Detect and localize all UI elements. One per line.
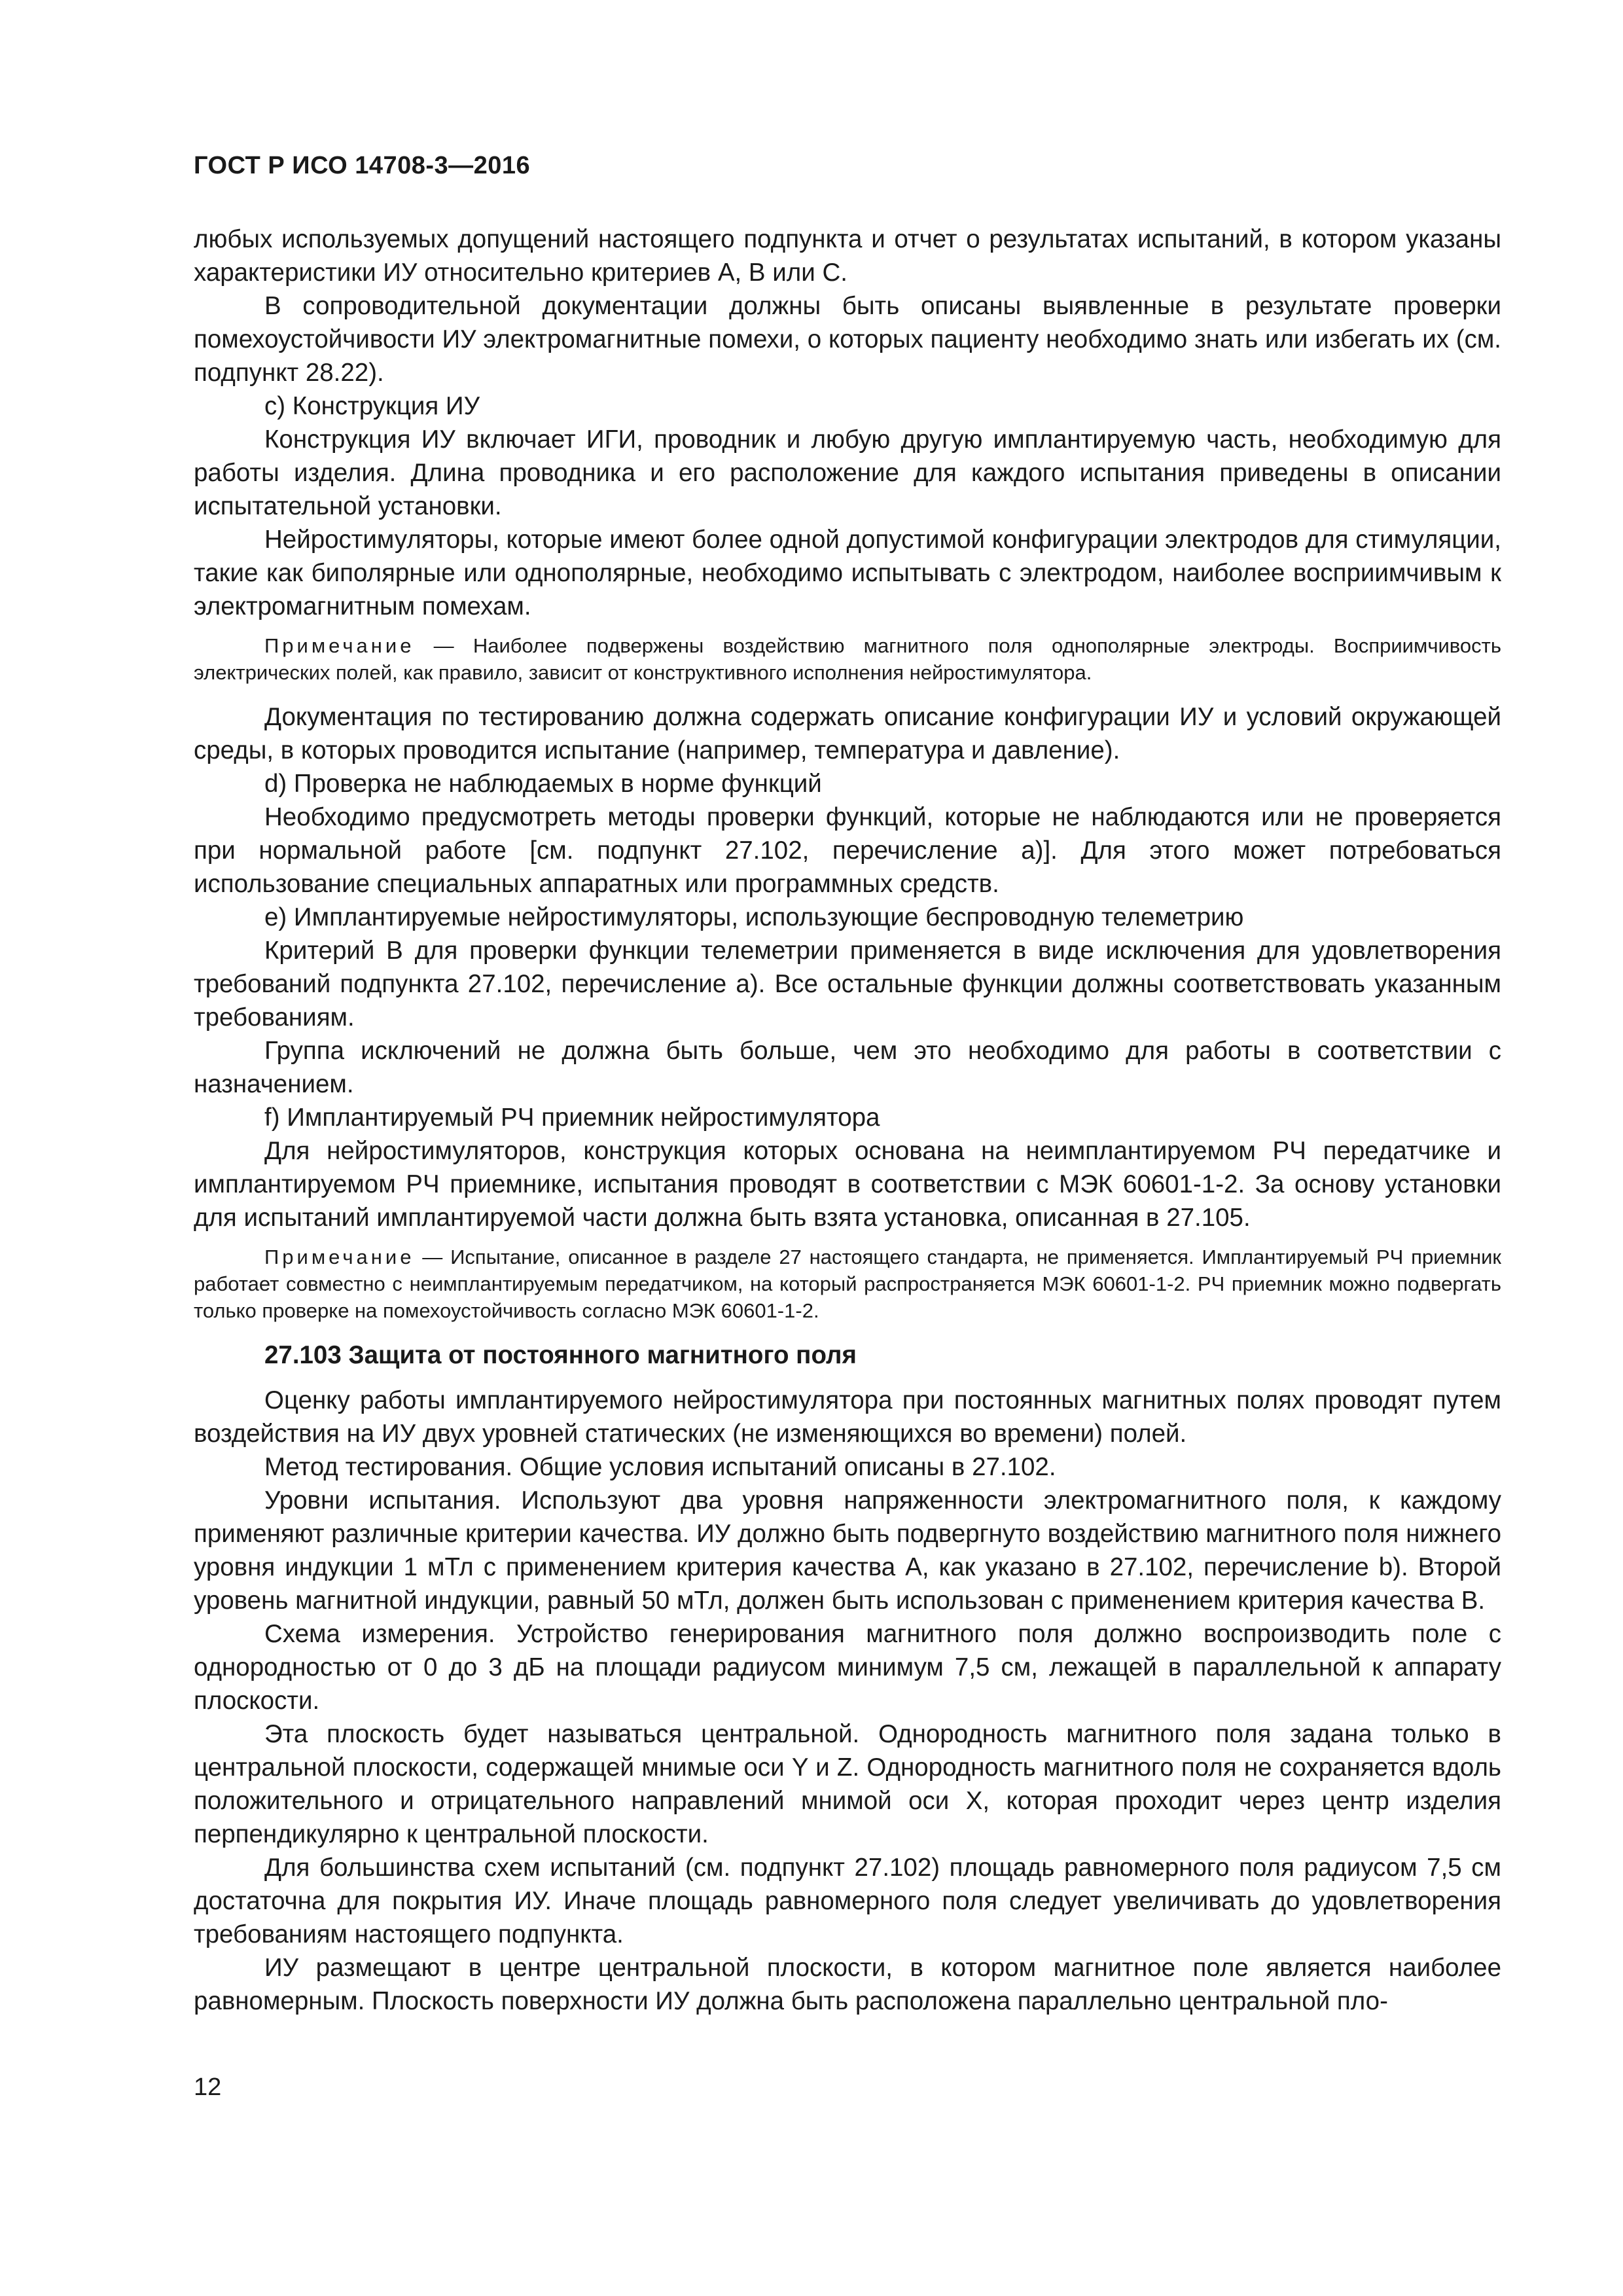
page-number: 12	[194, 2073, 222, 2101]
paragraph: Необходимо предусмотреть методы проверки функций, которые не наблюдаются или не проверяется при нормальной работе [см. подпункт 27.102, перечисление a)]. Для этого может потребоваться использование специальных аппаратных или программных средств.	[194, 803, 1501, 898]
paragraph: Эта плоскость будет называться центральной. Однородность магнитного поля задана только в центральной плоскости, содержащей мнимые оси Y и Z. Однородность магнитного поля не сохраняется вдоль положительного и отрицательного направлений мнимой оси X, которая проходит через центр изделия перпендикулярно к центральной плоскости.	[194, 1720, 1501, 1848]
list-item-f: f) Имплантируемый РЧ приемник нейростимулятора	[264, 1103, 880, 1132]
list-item-d: d) Проверка не наблюдаемых в норме функций	[264, 770, 822, 798]
paragraph: Конструкция ИУ включает ИГИ, проводник и любую другую имплантируемую часть, необходимую для работы изделия. Длина проводника и его расположение для каждого испытания приведены в описании испытательной установки.	[194, 425, 1501, 520]
paragraph: Схема измерения. Устройство генерирования магнитного поля должно воспроизводить поле с однородностью от 0 до 3 дБ на площади радиусом минимум 7,5 см, лежащей в параллельной к аппарату плоскости.	[194, 1620, 1501, 1715]
document-header: ГОСТ Р ИСО 14708-3—2016	[194, 152, 531, 179]
list-item-c: c) Конструкция ИУ	[264, 392, 480, 420]
note	[194, 632, 1501, 686]
note-text: — Испытание, описанное в разделе 27 настоящего стандарта, не применяется. Имплантируемый РЧ приемник работает совместно с неимплантируемым передатчиком, на который распространяется МЭК 60601-1-2. РЧ приемник можно подвергать только проверке на помехоустойчивость согласно МЭК 60601-1-2.	[194, 1246, 1501, 1322]
document-body	[194, 223, 1501, 2018]
note-label: Примечание	[264, 1246, 415, 1268]
paragraph: В сопроводительной документации должны быть описаны выявленные в результате проверки помехоустойчивости ИУ электромагнитные помехи, о которых пациенту необходимо знать или избегать их (см. подпункт 28.22).	[194, 292, 1501, 387]
paragraph: Критерий B для проверки функции телеметрии применяется в виде исключения для удовлетворения требований подпункта 27.102, перечисление a). Все остальные функции должны соответствовать указанным требованиям.	[194, 937, 1501, 1031]
note-text: — Наиболее подвержены воздействию магнитного поля однополярные электроды. Восприимчивость электрических полей, как правило, зависит от конструктивного исполнения нейростимулятора.	[194, 634, 1501, 684]
paragraph: Уровни испытания. Используют два уровня напряженности электромагнитного поля, к каждому применяют различные критерии качества. ИУ должно быть подвергнуто воздействию магнитного поля нижнего уровня индукции 1 мТл с применением критерия качества A, как указано в 27.102, перечисление b). Второй уровень магнитной индукции, равный 50 мТл, должен быть использован с применением критерия качества B.	[194, 1486, 1501, 1615]
section-heading: 27.103 Защита от постоянного магнитного поля	[264, 1341, 857, 1369]
paragraph: любых используемых допущений настоящего подпункта и отчет о результатах испытаний, в котором указаны характеристики ИУ относительно критериев A, B или C.	[194, 225, 1501, 287]
paragraph: Оценку работы имплантируемого нейростимулятора при постоянных магнитных полях проводят путем воздействия на ИУ двух уровней статических (не изменяющихся во времени) полей.	[194, 1386, 1501, 1448]
paragraph: Для большинства схем испытаний (см. подпункт 27.102) площадь равномерного поля радиусом 7,5 см достаточна для покрытия ИУ. Иначе площадь равномерного поля следует увеличивать до удовлетворения требованиям настоящего подпункта.	[194, 1854, 1501, 1948]
paragraph: ИУ размещают в центре центральной плоскости, в котором магнитное поле является наиболее равномерным. Плоскость поверхности ИУ должна быть расположена параллельно центральной пло-	[194, 1954, 1501, 2015]
paragraph: Для нейростимуляторов, конструкция которых основана на неимплантируемом РЧ передатчике и имплантируемом РЧ приемнике, испытания проводят в соответствии с МЭК 60601-1-2. За основу установки для испытаний имплантируемой части должна быть взята установка, описанная в 27.105.	[194, 1137, 1501, 1232]
paragraph: Документация по тестированию должна содержать описание конфигурации ИУ и условий окружающей среды, в которых проводится испытание (например, температура и давление).	[194, 703, 1501, 764]
paragraph: Метод тестирования. Общие условия испытаний описаны в 27.102.	[264, 1453, 1056, 1481]
note-label: Примечание	[264, 634, 415, 657]
note	[194, 1244, 1501, 1324]
paragraph: Нейростимуляторы, которые имеют более одной допустимой конфигурации электродов для стимуляции, такие как биполярные или однополярные, необходимо испытывать с электродом, наиболее восприимчивым к электромагнитным помехам.	[194, 526, 1501, 620]
paragraph: Группа исключений не должна быть больше, чем это необходимо для работы в соответствии с назначением.	[194, 1037, 1501, 1098]
list-item-e: e) Имплантируемые нейростимуляторы, использующие беспроводную телеметрию	[264, 903, 1244, 931]
